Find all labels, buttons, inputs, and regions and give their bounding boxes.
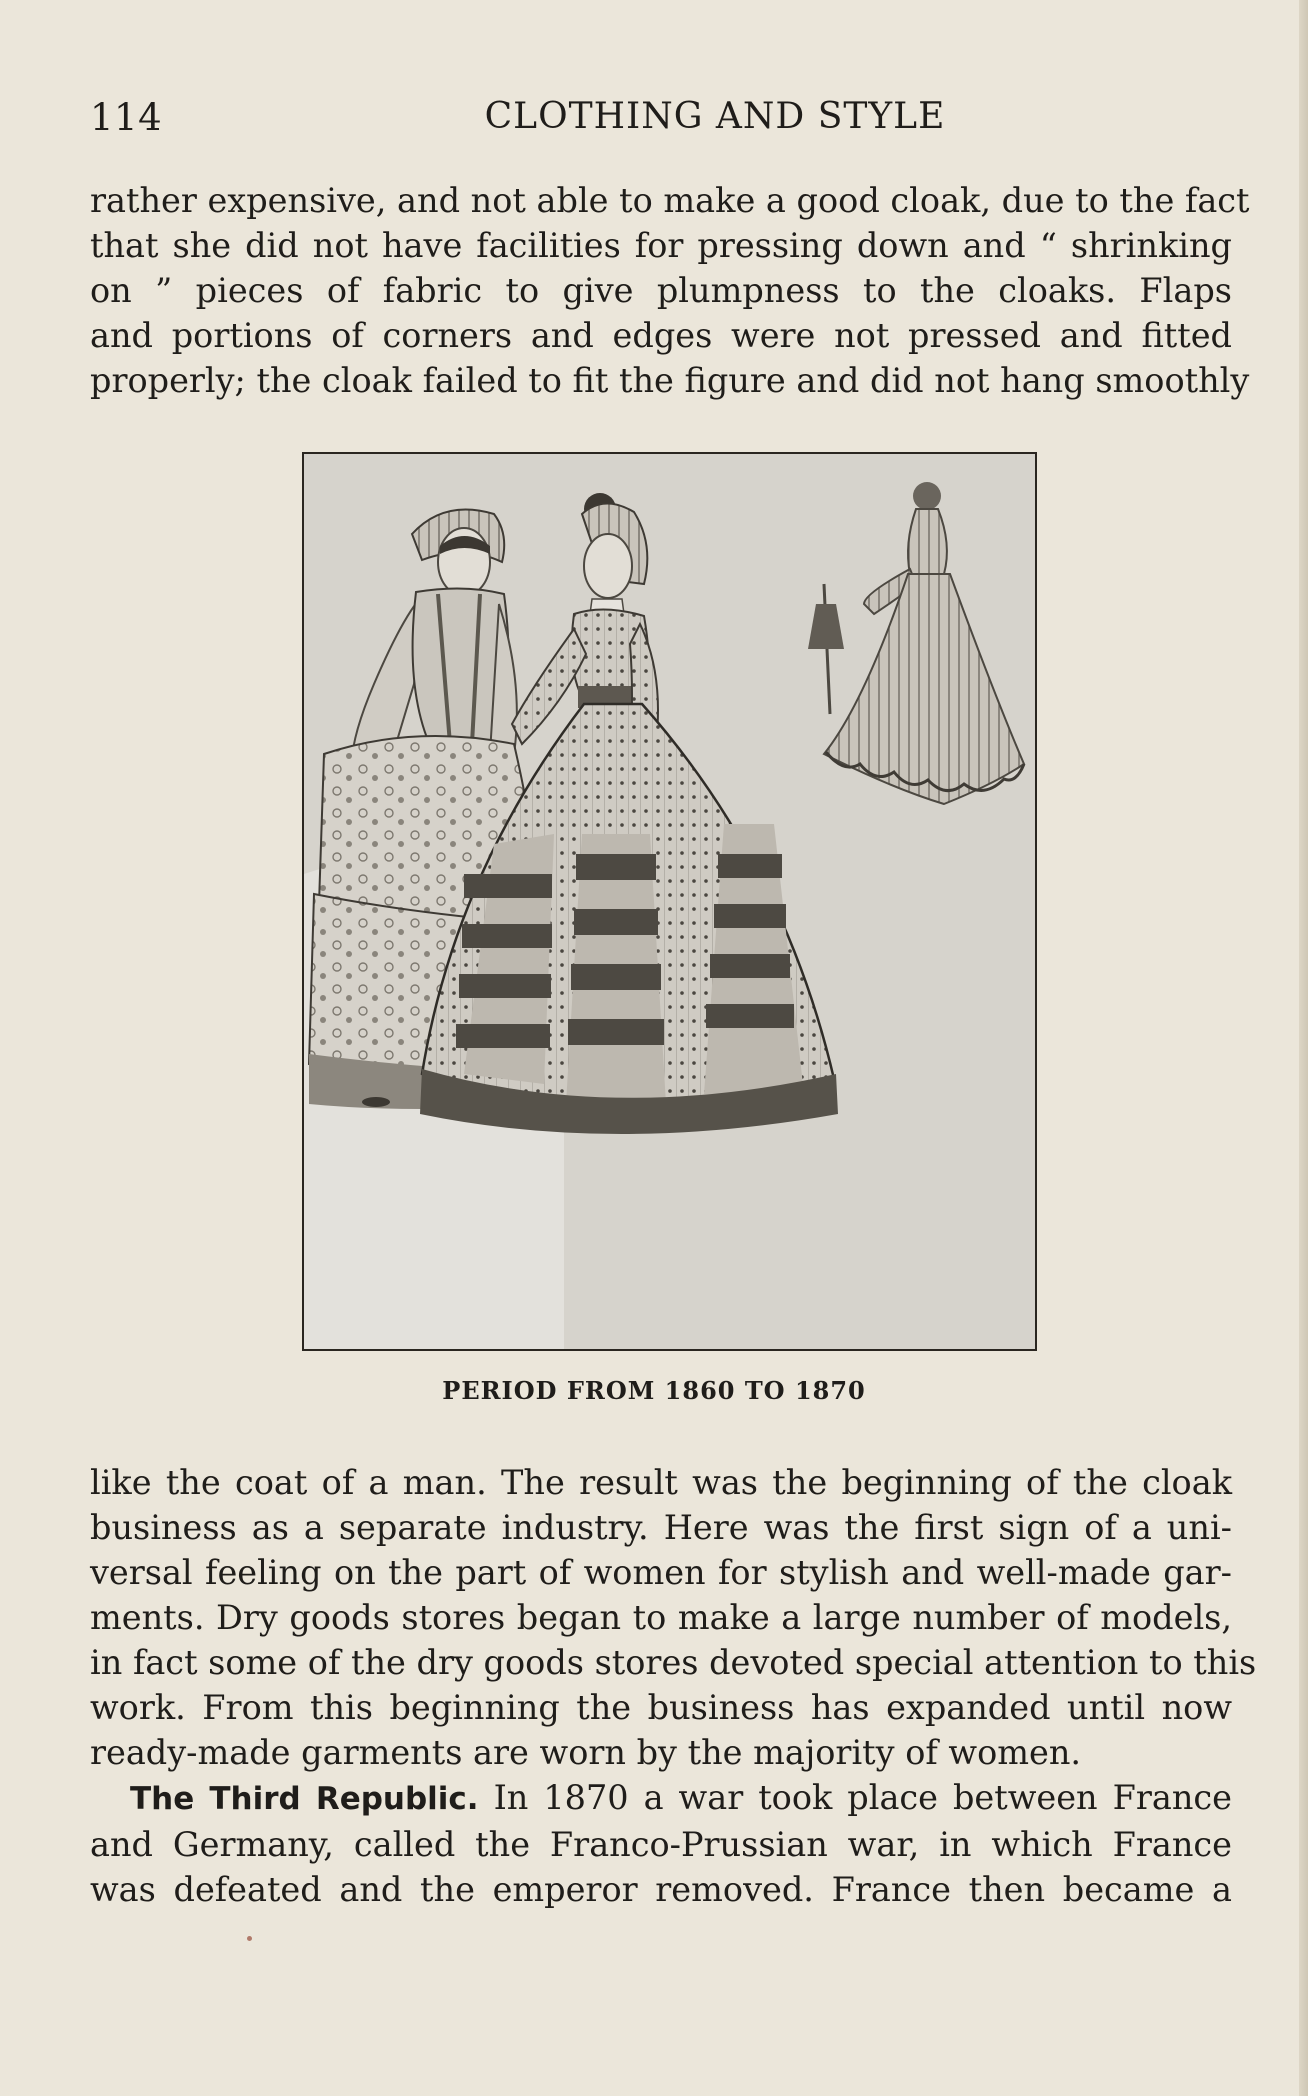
text-line: and Germany, called the Franco-Prussian war, in which France [90, 1825, 1232, 1864]
paper-speck [247, 1936, 252, 1941]
text-line: ready-made garments are worn by the majority of women. [90, 1733, 1082, 1772]
text-line: business as a separate industry. Here was the first sign of a uni- [90, 1508, 1232, 1547]
text-line: was defeated and the emperor removed. France then became a [90, 1870, 1232, 1909]
page-number: 114 [90, 96, 163, 139]
text-line: properly; the cloak failed to fit the figure and did not hang smoothly [90, 361, 1250, 400]
text-line: rather expensive, and not able to make a good cloak, due to the fact [90, 181, 1250, 220]
running-title: CLOTHING AND STYLE [484, 96, 946, 137]
page-edge [1299, 0, 1308, 2096]
page-header [90, 96, 1230, 146]
text-line [90, 1775, 1232, 1822]
text-line: on ” pieces of fabric to give plumpness to the cloaks. Flaps [90, 271, 1232, 310]
text-line: work. From this beginning the business has expanded until now [90, 1688, 1232, 1727]
text-line: and portions of corners and edges were not pressed and fitted [90, 316, 1232, 355]
paragraph-3 [90, 1775, 1232, 1912]
text-line: versal feeling on the part of women for stylish and well-made gar- [90, 1553, 1232, 1592]
fashion-plate-illustration [302, 452, 1037, 1351]
text-line: like the coat of a man. The result was the beginning of the cloak [90, 1463, 1232, 1502]
text-line: ments. Dry goods stores began to make a large number of models, [90, 1598, 1232, 1637]
paragraph-1 [90, 178, 1250, 403]
text-line: in fact some of the dry goods stores devoted special attention to this [90, 1643, 1257, 1682]
text-line: that she did not have facilities for pressing down and “ shrinking [90, 226, 1232, 265]
flounce-center [566, 834, 666, 1104]
text-line-continuation: In 1870 a war took place between France [478, 1778, 1232, 1817]
figure-caption: PERIOD FROM 1860 TO 1870 [442, 1376, 866, 1405]
fashion-plate-drawing [304, 454, 1035, 1349]
section-lead-heading: The Third Republic. [130, 1781, 479, 1817]
paragraph-2 [90, 1460, 1257, 1775]
